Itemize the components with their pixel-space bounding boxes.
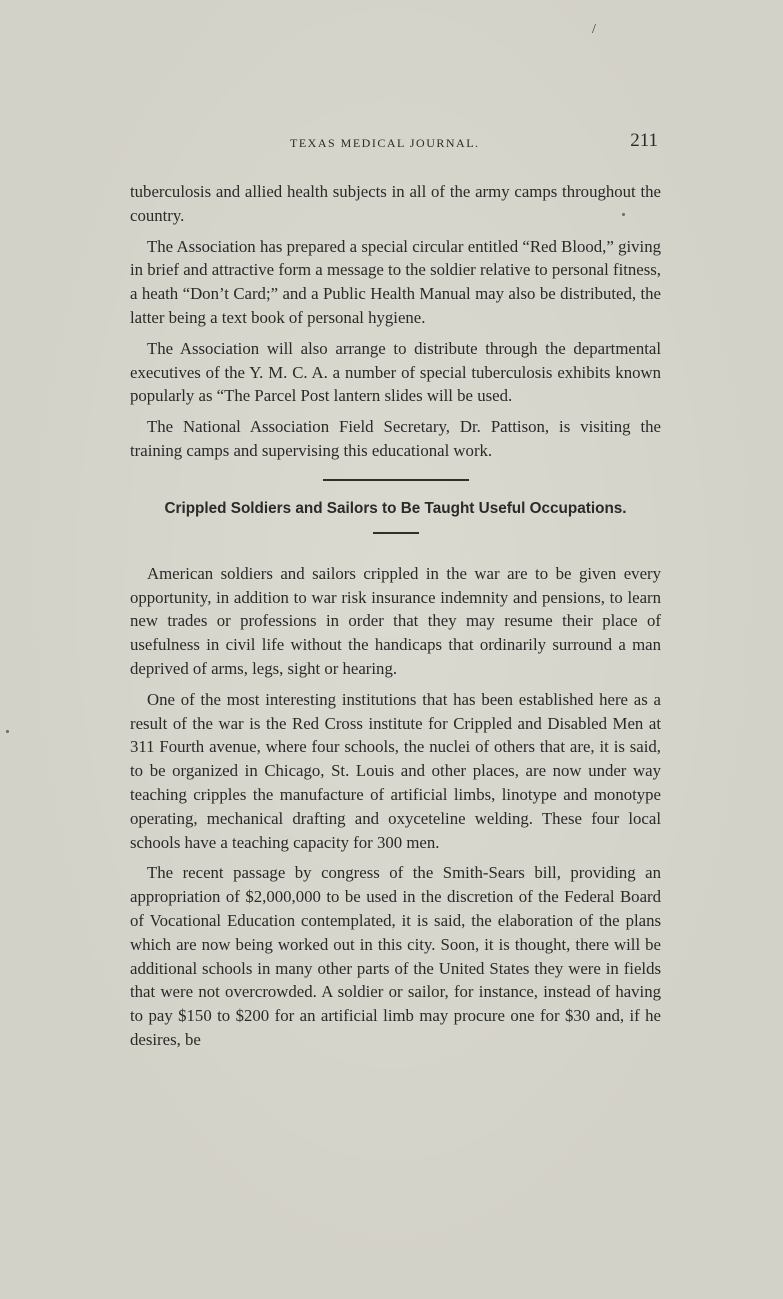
paragraph: American soldiers and sailors crippled in the war are to be given every opportunity, in addition to war risk insurance indemnity and pensions, to learn new trades or professions in order that they may resume their place of usefulness in civil life without the handicaps that ordinarily surround a man deprived of arms, legs, sight or hearing. bbox=[130, 563, 661, 678]
paragraph: tuberculosis and allied health subjects in all of the army camps throughout the country. bbox=[130, 182, 661, 225]
section-divider bbox=[323, 479, 469, 481]
page-number: 211 bbox=[630, 130, 658, 151]
paragraph: The National Association Field Secretary, Dr. Pattison, is visiting the training camps and supervising this educational work. bbox=[130, 417, 661, 460]
pencil-mark: / bbox=[592, 22, 596, 37]
section-heading: Crippled Soldiers and Sailors to Be Taught Useful Occupations. bbox=[164, 499, 627, 517]
paragraph: One of the most interesting institutions that has been established here as a result of the war is the Red Cross institute for Crippled and Disabled Men at 311 Fourth avenue, where four schools, the nuclei of others that are, it is said, to be organized in Chicago, St. Louis and other places, are now under way teaching cripples the manufacture of artificial limbs, linotype and monotype operating, mechanical drafting and oxyceteline welding. These four local schools have a teaching capacity for 300 men. bbox=[130, 689, 661, 852]
heading-underline bbox=[373, 532, 419, 534]
paragraph: The Association will also arrange to distribute through the departmental executives of the Y. M. C. A. a number of special tuberculosis exhibits known popularly as “The Parcel Post lantern slides will be used. bbox=[130, 338, 661, 406]
article-body bbox=[130, 180, 661, 1059]
margin-speck bbox=[6, 730, 9, 733]
paragraph: The Association has prepared a special circular entitled “Red Blood,” giving in brief and attractive form a message to the soldier relative to personal fitness, a heath “Don’t Card;” and a Public Health Manual may also be distributed, the latter being a text book of personal hygiene. bbox=[130, 236, 661, 327]
paragraph: The recent passage by congress of the Smith-Sears bill, providing an appropriation of $2,000,000 to be used in the discretion of the Federal Board of Vocational Education contemplated, it is said, the elaboration of the plans which are now being worked out in this city. Soon, it is thought, there will be additional schools in many other parts of the United States they were in fields that were not overcrowded. A soldier or sailor, for instance, instead of having to pay $150 to $200 for an artificial limb may procure one for $30 and, if he desires, be bbox=[130, 863, 661, 1049]
page-header bbox=[130, 130, 660, 160]
running-title: TEXAS MEDICAL JOURNAL. bbox=[290, 136, 480, 150]
